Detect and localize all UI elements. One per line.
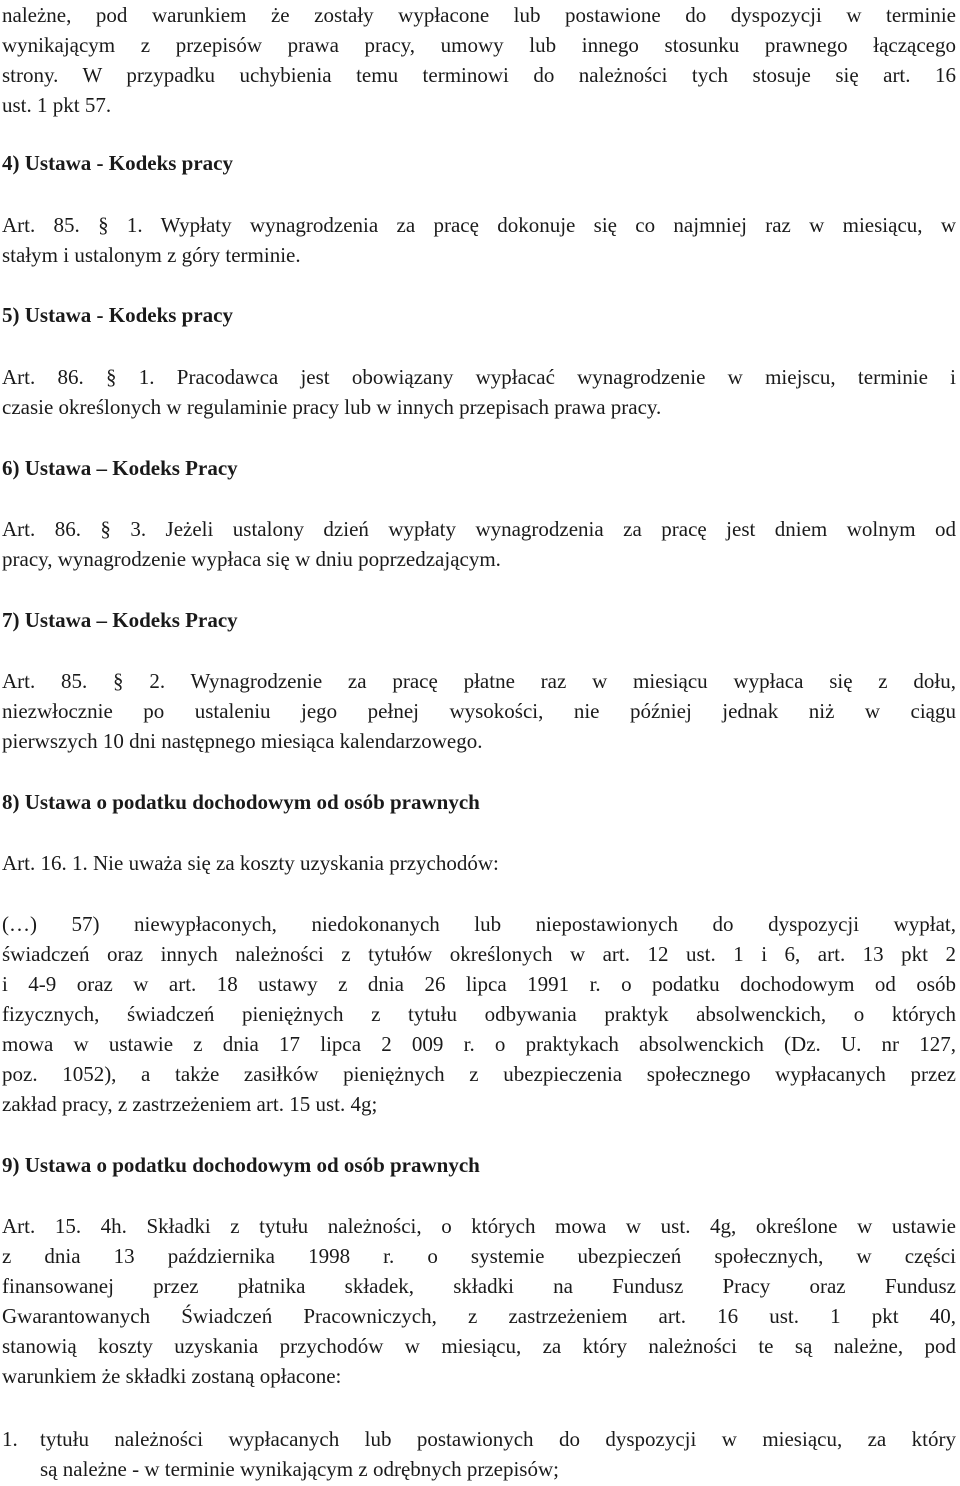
text-line: z dnia 13 października 1998 r. o systemie ubezpieczeń społecznych, w części [2, 1244, 956, 1268]
text-line: stałym i ustalonym z góry terminie. [2, 243, 301, 267]
text-line: stanowią koszty uzyskania przychodów w miesiącu, za który należności te są należne, pod [2, 1334, 956, 1358]
text-line: Art. 85. § 2. Wynagrodzenie za pracę płatne raz w miesiącu wypłaca się z dołu, [2, 669, 956, 693]
text-line: zakład pracy, z zastrzeżeniem art. 15 ust. 4g; [2, 1092, 378, 1116]
section-heading: 9) Ustawa o podatku dochodowym od osób prawnych [2, 1153, 480, 1177]
text-line: Art. 85. § 1. Wypłaty wynagrodzenia za pracę dokonuje się co najmniej raz w miesiącu, w [2, 213, 956, 237]
text-line: ust. 1 pkt 57. [2, 93, 112, 117]
text-line: fizycznych, świadczeń pieniężnych z tytułu odbywania praktyk absolwenckich, o których [2, 1002, 956, 1026]
text-line: poz. 1052), a także zasiłków pieniężnych z ubezpieczenia społecznego wypłacanych przez [2, 1062, 956, 1086]
text-line: i 4-9 oraz w art. 18 ustawy z dnia 26 lipca 1991 r. o podatku dochodowym od osób [2, 972, 956, 996]
list-item-number: 1. [2, 1427, 18, 1451]
text-line: wynikającym z przepisów prawa pracy, umowy lub innego stosunku prawnego łączącego [2, 33, 956, 57]
section-heading: 5) Ustawa - Kodeks pracy [2, 303, 233, 327]
text-line: świadczeń oraz innych należności z tytułów określonych w art. 12 ust. 1 i 6, art. 13 pkt 2 [2, 942, 956, 966]
text-line: pierwszych 10 dni następnego miesiąca kalendarzowego. [2, 729, 483, 753]
text-line: strony. W przypadku uchybienia temu terminowi do należności tych stosuje się art. 16 [2, 63, 956, 87]
list-item-line: są należne - w terminie wynikającym z odrębnych przepisów; [40, 1457, 559, 1481]
text-line: Art. 86. § 1. Pracodawca jest obowiązany wypłacać wynagrodzenie w miejscu, terminie i [2, 365, 956, 389]
text-line: finansowanej przez płatnika składek, składki na Fundusz Pracy oraz Fundusz [2, 1274, 956, 1298]
text-line: niezwłocznie po ustaleniu jego pełnej wysokości, nie później jednak niż w ciągu [2, 699, 956, 723]
text-line: (…) 57) niewypłaconych, niedokonanych lub niepostawionych do dyspozycji wypłat, [2, 912, 956, 936]
text-line: czasie określonych w regulaminie pracy lub w innych przepisach prawa pracy. [2, 395, 662, 419]
section-heading: 6) Ustawa – Kodeks Pracy [2, 456, 238, 480]
section-heading: 4) Ustawa - Kodeks pracy [2, 151, 233, 175]
text-line: warunkiem że składki zostaną opłacone: [2, 1364, 342, 1388]
text-line: należne, pod warunkiem że zostały wypłacone lub postawione do dyspozycji w terminie [2, 3, 956, 27]
section-heading: 7) Ustawa – Kodeks Pracy [2, 608, 238, 632]
text-line: Art. 16. 1. Nie uważa się za koszty uzyskania przychodów: [2, 851, 499, 875]
list-item-line: tytułu należności wypłacanych lub postawionych do dyspozycji w miesiącu, za który [40, 1427, 956, 1451]
text-line: Art. 86. § 3. Jeżeli ustalony dzień wypłaty wynagrodzenia za pracę jest dniem wolnym od [2, 517, 956, 541]
text-line: Gwarantowanych Świadczeń Pracowniczych, z zastrzeżeniem art. 16 ust. 1 pkt 40, [2, 1304, 956, 1328]
section-heading: 8) Ustawa o podatku dochodowym od osób prawnych [2, 790, 480, 814]
text-line: mowa w ustawie z dnia 17 lipca 2 009 r. o praktykach absolwenckich (Dz. U. nr 127, [2, 1032, 956, 1056]
text-line: Art. 15. 4h. Składki z tytułu należności, o których mowa w ust. 4g, określone w ustawie [2, 1214, 956, 1238]
text-line: pracy, wynagrodzenie wypłaca się w dniu poprzedzającym. [2, 547, 501, 571]
